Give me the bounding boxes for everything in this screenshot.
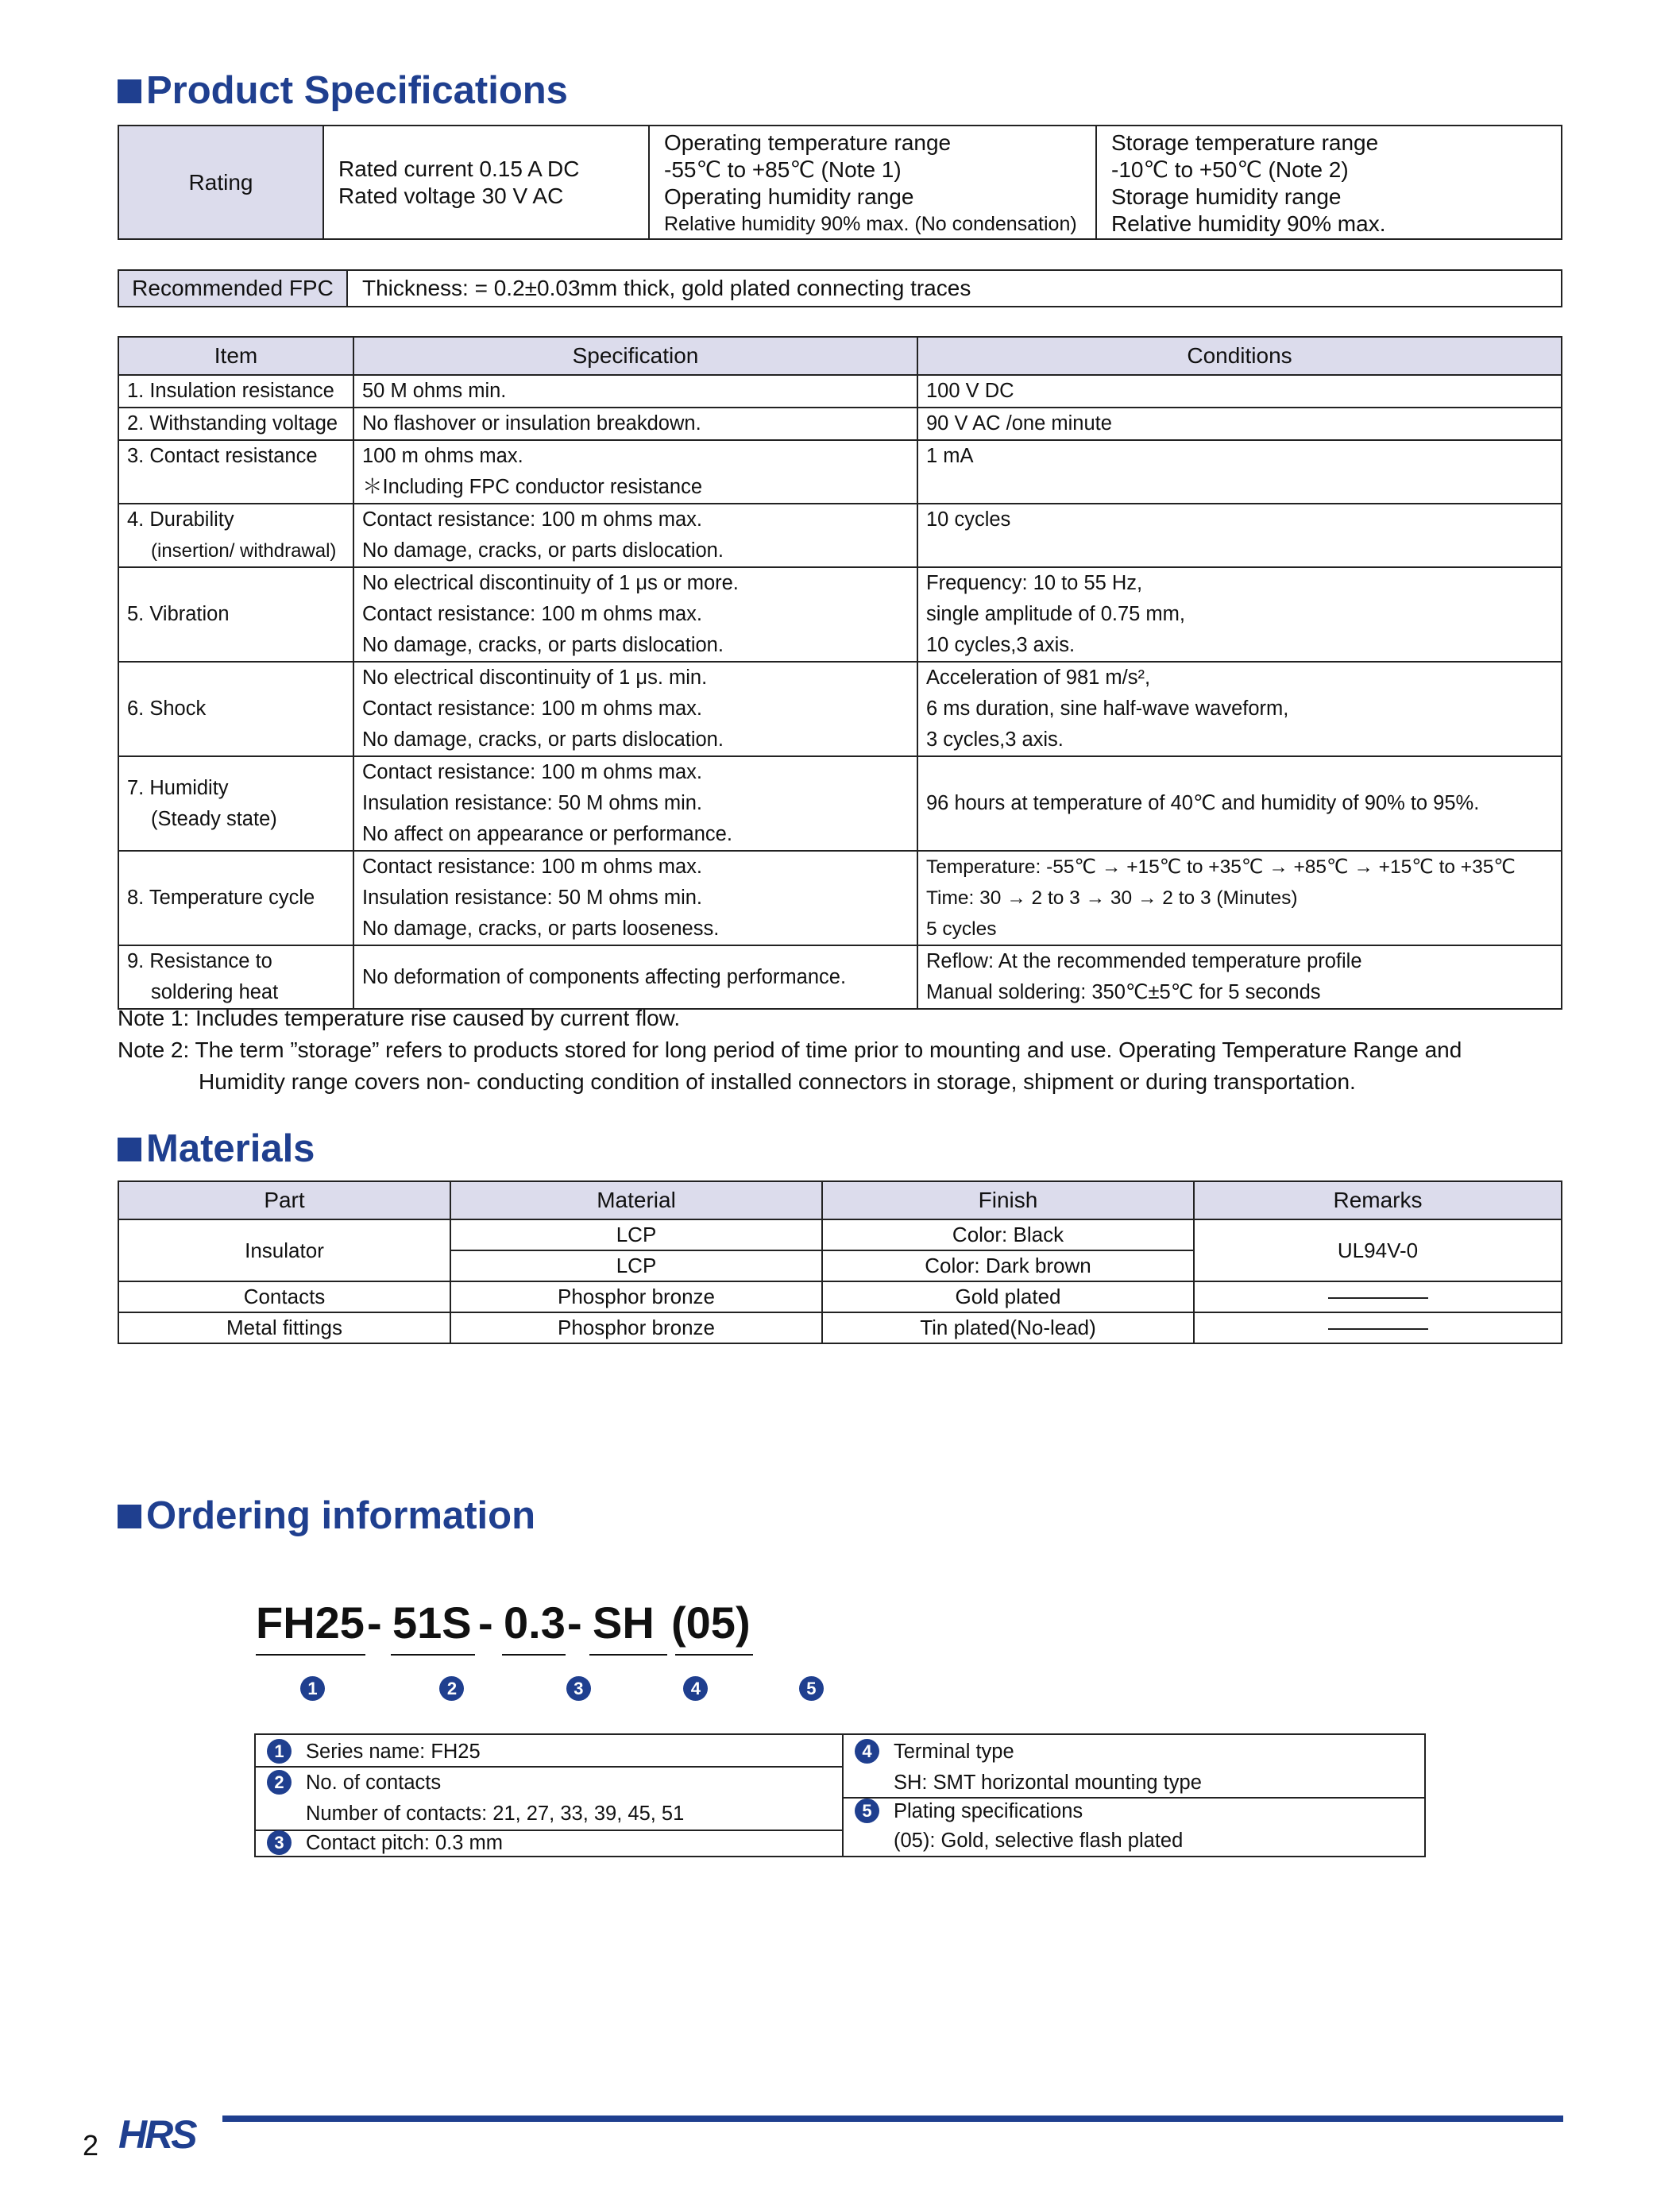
spec-condition: Acceleration of 981 m/s², 6 ms duration, sine half-wave waveform, 3 cycles,3 axis. xyxy=(917,662,1562,756)
hrs-logo xyxy=(117,2113,212,2153)
material-part: Insulator xyxy=(118,1219,450,1281)
hrs-logo-icon xyxy=(117,2113,212,2153)
rating-values xyxy=(323,126,649,239)
material-finish: Color: Black xyxy=(822,1219,1194,1250)
spec-item: 7. Humidity (Steady state) xyxy=(118,756,353,851)
material-finish: Gold plated xyxy=(822,1281,1194,1312)
table-row xyxy=(118,1312,1562,1343)
material-remarks: UL94V-0 xyxy=(1194,1219,1562,1281)
page-number: 2 xyxy=(83,2129,99,2162)
spec-condition: Temperature: -55℃ → +15℃ to +35℃ → +85℃ → +15℃ to +35℃ Time: 30 → 2 to 3 → 30 → 2 to 3 (Minutes) 5 cycles xyxy=(917,851,1562,945)
callout-4-icon: 4 xyxy=(683,1676,708,1701)
section-title: Materials xyxy=(146,1127,315,1170)
op-hum-title: Operating humidity range xyxy=(664,184,914,209)
spec-header-specification: Specification xyxy=(353,337,917,375)
st-temp-value: -10℃ to +50℃ (Note 2) xyxy=(1111,157,1349,182)
ordering-item-5: 5 Plating specifications (05): Gold, selective flash plated xyxy=(855,1797,1183,1856)
ordering-item-1: 1 Series name: FH25 xyxy=(267,1737,481,1768)
spec-item: 8. Temperature cycle xyxy=(118,851,353,945)
materials-header-part: Part xyxy=(118,1181,450,1219)
spec-condition: 90 V AC /one minute xyxy=(917,408,1562,440)
section-heading-ordering xyxy=(118,1494,535,1537)
st-temp-title: Storage temperature range xyxy=(1111,130,1379,155)
table-row xyxy=(118,756,1562,851)
note-2: Note 2: The term ”storage” refers to products stored for long period of time prior to mounting and use. Operating Temperature Range and xyxy=(118,1037,1462,1062)
callout-3-icon: 3 xyxy=(267,1830,292,1855)
section-title: Product Specifications xyxy=(146,69,568,112)
spec-condition: 10 cycles xyxy=(917,504,1562,567)
callout-1-icon: 1 xyxy=(267,1739,292,1764)
ordering-item-3: 3 Contact pitch: 0.3 mm xyxy=(267,1830,503,1857)
pn-underline xyxy=(675,1654,753,1656)
pn-separator: - xyxy=(567,1598,582,1648)
ordering-item-2: 2 No. of contacts Number of contacts: 21, 27, 33, 39, 45, 51 xyxy=(267,1768,684,1830)
part-number xyxy=(256,1597,817,1708)
table-row xyxy=(118,662,1562,756)
spec-value: 100 m ohms max. ＊Including FPC conductor resistance xyxy=(353,440,917,504)
table-row xyxy=(118,504,1562,567)
op-temp-value: -55℃ to +85℃ (Note 1) xyxy=(664,157,902,182)
spec-header-item: Item xyxy=(118,337,353,375)
spec-item: 4. Durability (insertion/ withdrawal) xyxy=(118,504,353,567)
spec-condition: 100 V DC xyxy=(917,375,1562,408)
spec-value: No electrical discontinuity of 1 μs. min. Contact resistance: 100 m ohms max. No damage, cracks, or parts dislocation. xyxy=(353,662,917,756)
callout-1-icon: 1 xyxy=(300,1676,325,1701)
spec-value: 50 M ohms min. xyxy=(353,375,917,408)
pn-underline xyxy=(391,1654,475,1656)
spec-item: 6. Shock xyxy=(118,662,353,756)
rated-current: Rated current 0.15 A DC xyxy=(338,156,580,181)
spec-item: 9. Resistance to soldering heat xyxy=(118,945,353,1009)
pn-series: FH25 xyxy=(256,1598,365,1648)
square-bullet-icon xyxy=(118,1138,141,1161)
notes xyxy=(118,1003,1571,1098)
section-title: Ordering information xyxy=(146,1494,535,1537)
material-part: Contacts xyxy=(118,1281,450,1312)
table-row xyxy=(118,440,1562,504)
spec-condition: Frequency: 10 to 55 Hz, single amplitude of 0.75 mm, 10 cycles,3 axis. xyxy=(917,567,1562,662)
table-row xyxy=(118,1281,1562,1312)
fpc-table xyxy=(118,269,1562,307)
note-1: Note 1: Includes temperature rise caused by current flow. xyxy=(118,1006,681,1030)
op-hum-value: Relative humidity 90% max. (No condensation) xyxy=(664,213,1077,235)
spec-item: 3. Contact resistance xyxy=(118,440,353,504)
table-row xyxy=(118,567,1562,662)
ordering-table xyxy=(254,1733,1426,1857)
material-material: LCP xyxy=(450,1250,822,1281)
pn-separator: - xyxy=(367,1598,382,1648)
callout-3-icon: 3 xyxy=(566,1676,591,1701)
callout-2-icon: 2 xyxy=(267,1770,292,1795)
material-finish: Color: Dark brown xyxy=(822,1250,1194,1281)
square-bullet-icon xyxy=(118,79,141,103)
spec-value: Contact resistance: 100 m ohms max. Insulation resistance: 50 M ohms min. No affect on appearance or performance. xyxy=(353,756,917,851)
spec-value: No flashover or insulation breakdown. xyxy=(353,408,917,440)
material-material: LCP xyxy=(450,1219,822,1250)
pn-separator: - xyxy=(478,1598,493,1648)
table-row xyxy=(118,375,1562,408)
table-row xyxy=(118,851,1562,945)
fpc-value: Thickness: = 0.2±0.03mm thick, gold plated connecting traces xyxy=(347,270,1562,307)
materials-header-finish: Finish xyxy=(822,1181,1194,1219)
material-material: Phosphor bronze xyxy=(450,1312,822,1343)
materials-header-material: Material xyxy=(450,1181,822,1219)
st-hum-value: Relative humidity 90% max. xyxy=(1111,211,1386,236)
note-2-continued: Humidity range covers non- conducting condition of installed connectors in storage, shipment or during transportation. xyxy=(199,1069,1356,1094)
spec-table xyxy=(118,336,1562,1010)
logo-text: HRS xyxy=(118,2113,195,2153)
operating-conditions xyxy=(649,126,1096,239)
pn-terminal: SH xyxy=(593,1598,655,1648)
material-remarks-dash xyxy=(1194,1312,1562,1343)
spec-condition: Reflow: At the recommended temperature profile Manual soldering: 350℃±5℃ for 5 seconds xyxy=(917,945,1562,1009)
materials-table xyxy=(118,1180,1562,1344)
square-bullet-icon xyxy=(118,1505,141,1528)
ordering-left xyxy=(256,1735,844,1856)
spec-value: No deformation of components affecting performance. xyxy=(353,945,917,1009)
material-finish: Tin plated(No-lead) xyxy=(822,1312,1194,1343)
pn-pitch: 0.3 xyxy=(504,1598,566,1648)
rating-table xyxy=(118,125,1562,240)
op-temp-title: Operating temperature range xyxy=(664,130,952,155)
footer-rule xyxy=(222,2116,1563,2122)
ordering-right xyxy=(844,1735,1424,1856)
spec-value: Contact resistance: 100 m ohms max. Insulation resistance: 50 M ohms min. No damage, cracks, or parts looseness. xyxy=(353,851,917,945)
spec-value: No electrical discontinuity of 1 μs or more. Contact resistance: 100 m ohms max. No damage, cracks, or parts dislocation. xyxy=(353,567,917,662)
spec-item: 5. Vibration xyxy=(118,567,353,662)
callout-2-icon: 2 xyxy=(439,1676,464,1701)
pn-underline xyxy=(589,1654,667,1656)
spec-header-conditions: Conditions xyxy=(917,337,1562,375)
fpc-label: Recommended FPC xyxy=(118,270,347,307)
callout-4-icon: 4 xyxy=(855,1739,879,1764)
materials-header-remarks: Remarks xyxy=(1194,1181,1562,1219)
spec-condition: 1 mA xyxy=(917,440,1562,504)
spec-item: 2. Withstanding voltage xyxy=(118,408,353,440)
pn-contacts: 51S xyxy=(392,1598,472,1648)
rating-label: Rating xyxy=(118,126,323,239)
rated-voltage: Rated voltage 30 V AC xyxy=(338,183,564,208)
section-heading-product-specs xyxy=(118,71,568,110)
material-part: Metal fittings xyxy=(118,1312,450,1343)
material-material: Phosphor bronze xyxy=(450,1281,822,1312)
spec-condition: 96 hours at temperature of 40℃ and humidity of 90% to 95%. xyxy=(917,756,1562,851)
section-heading-materials xyxy=(118,1127,315,1170)
callout-5-icon: 5 xyxy=(799,1676,824,1701)
storage-conditions xyxy=(1096,126,1562,239)
pn-underline xyxy=(256,1654,365,1656)
table-row xyxy=(118,945,1562,1009)
material-remarks-dash xyxy=(1194,1281,1562,1312)
spec-value: Contact resistance: 100 m ohms max. No damage, cracks, or parts dislocation. xyxy=(353,504,917,567)
pn-underline xyxy=(502,1654,566,1656)
callout-5-icon: 5 xyxy=(855,1799,879,1823)
ordering-item-4: 4 Terminal type SH: SMT horizontal mounting type xyxy=(855,1737,1202,1799)
st-hum-title: Storage humidity range xyxy=(1111,184,1342,209)
table-row xyxy=(118,408,1562,440)
table-row xyxy=(118,1219,1562,1250)
spec-item: 1. Insulation resistance xyxy=(118,375,353,408)
pn-plating: (05) xyxy=(671,1598,751,1648)
